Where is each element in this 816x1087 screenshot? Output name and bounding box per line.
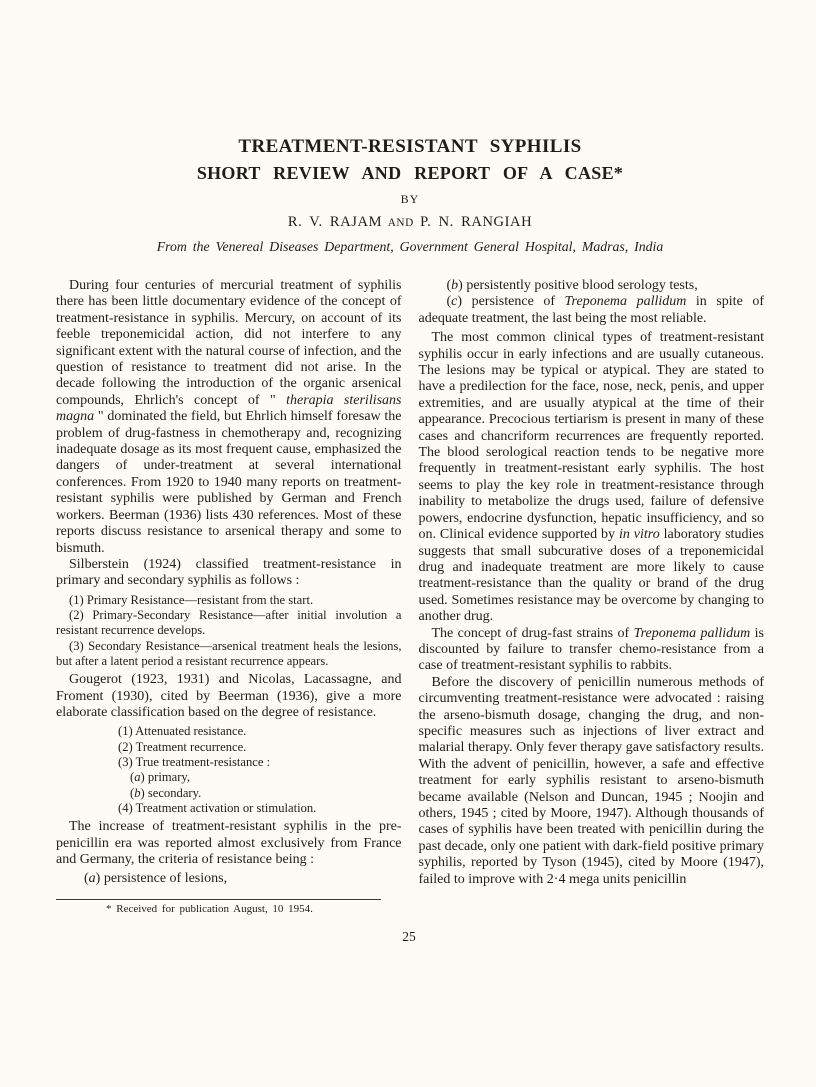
text-segment: in vitro xyxy=(618,527,660,543)
text-segment: During four centuries of mercurial treatment of syphilis there has been little documentary evidence of the concept of treatment-resistance in syphilis. Mercury, on account of its feeble treponemicidal action, did not interfere to any significant extent with the natural course of infection, and the question of resistance to treatment did not arise. In the decade following the introduction of the organic arsenical compounds, Ehrlich's concept of " xyxy=(56,278,402,408)
page-number: 25 xyxy=(402,928,416,944)
paragraph xyxy=(118,755,402,770)
text-segment: (3) Secondary Resistance—arsenical treatment heals the lesions, but after a latent period a resistant recurrence appears. xyxy=(56,638,402,668)
paper-title: TREATMENT-RESISTANT SYPHILIS xyxy=(238,136,582,157)
paragraph xyxy=(56,819,402,868)
footnote xyxy=(56,899,381,916)
paragraph xyxy=(118,801,402,816)
text-segment: in spite of adequate treatment, the last being the most reliable. xyxy=(418,294,764,326)
paragraph xyxy=(118,724,402,739)
paragraph xyxy=(56,639,402,670)
paragraph xyxy=(56,557,402,590)
text-segment: a xyxy=(134,770,141,785)
text-segment: (4) Treatment activation or stimulation. xyxy=(118,800,317,815)
page-footer xyxy=(56,928,762,946)
text-segment: " dominated the field, but Ehrlich himself foresaw the problem of drug-fastness in chemotherapy and, recognizing inadequate dosage as its most frequent cause, emphasized the dangers of under-treatment at several international conferences. From 1920 to 1940 many reports on treatment-resistant syphilis were published by German and French workers. Beerman (1936) lists 430 references. Most of these reports discuss resistance to arsenical therapy and some to bismuth. xyxy=(56,409,402,556)
text-segment: Silberstein (1924) classified treatment-resistance in primary and secondary syphilis as follows : xyxy=(56,556,402,589)
text-segment: Treponema pallidum xyxy=(564,294,687,310)
text-segment: ( xyxy=(446,278,452,293)
paragraph xyxy=(118,740,402,755)
text-segment: (1) Primary Resistance—resistant from the start. xyxy=(69,592,314,607)
affiliation-line: From the Venereal Diseases Department, Government General Hospital, Madras, India xyxy=(156,239,664,254)
text-segment: ) persistence of lesions, xyxy=(95,871,228,887)
text-segment: Treponema pallidum xyxy=(633,625,751,641)
paper-subtitle: SHORT REVIEW AND REPORT OF A CASE* xyxy=(196,163,624,183)
text-segment: The concept of drug-fast strains of xyxy=(431,625,634,641)
paragraph xyxy=(130,770,402,785)
text-segment: b xyxy=(134,785,141,800)
paragraph xyxy=(56,608,402,639)
text-segment: R. V. RAJAM xyxy=(287,214,383,230)
paragraph xyxy=(56,278,402,557)
text-segment: ) persistently positive blood serology tests, xyxy=(458,278,698,293)
paragraph xyxy=(56,593,402,608)
paragraph xyxy=(419,675,765,888)
text-segment: ) primary, xyxy=(140,770,191,785)
text-segment: Before the discovery of penicillin numerous methods of circumventing treatment-resistance were advocated : raising the arseno-bismuth dosage, changing the drug, and non-specific measures such as injections of liver extract and malarial therapy. Only fever therapy gave satisfactory results. With the advent of penicillin, however, a safe and effective treatment for early syphilis resistant to arseno-bismuth became available (Nelson and Duncan, 1945 ; Noojin and others, 1945 ; cited by Moore, 1947). Although thousands of cases of syphilis have been treated with penicillin during the past decade, only one patient with dark-field positive primary syphilis, reported by Tyson (1945), cited by Moore (1947), failed to improve with 2·4 mega units penicillin xyxy=(418,674,764,887)
paragraph xyxy=(56,871,402,887)
text-segment: is discounted by failure to transfer chemo-resistance from a case of treatment-resistant syphilis to rabbits. xyxy=(418,625,764,674)
text-segment: a xyxy=(88,871,96,887)
text-segment: (2) Treatment recurrence. xyxy=(118,739,247,754)
text-segment: (3) True treatment-resistance : xyxy=(118,755,271,770)
text-segment: laboratory studies suggests that small subcurative doses of a treponemicidal drug and inadequate treatment are more likely to cause treatment-resistance than the quality or brand of the drug used. Sometimes resistance may be overcome by changing to another drug. xyxy=(418,527,764,625)
text-segment: AND xyxy=(382,217,421,229)
footnote-text: * Received for publication August, 10 1954. xyxy=(106,902,313,915)
text-segment: ( xyxy=(84,871,89,887)
text-segment: P. N. RANGIAH xyxy=(420,214,533,230)
text-segment: c xyxy=(451,294,458,310)
right-column-paragraphs xyxy=(419,278,765,888)
text-segment: ( xyxy=(130,785,135,800)
left-column-paragraphs xyxy=(56,278,402,888)
paragraph xyxy=(419,278,765,294)
paragraph xyxy=(130,786,402,801)
text-segment: (2) Primary-Secondary Resistance—after initial involution a resistant recurrence develops. xyxy=(56,608,402,638)
paper-header xyxy=(56,136,764,255)
text-segment: (1) Attenuated resistance. xyxy=(118,724,247,739)
text-segment: Gougerot (1923, 1931) and Nicolas, Lacassagne, and Froment (1930), cited by Beerman (1936), give a more elaborate classification based on the degree of resistance. xyxy=(56,672,402,721)
left-column xyxy=(56,278,402,916)
text-segment: The increase of treatment-resistant syphilis in the pre-penicillin era was reported almost exclusively from France and Germany, the criteria of resistance being : xyxy=(56,819,402,868)
two-column-body xyxy=(56,278,764,916)
right-column xyxy=(419,278,765,916)
paragraph xyxy=(419,330,765,625)
paragraph xyxy=(419,626,765,675)
by-label: BY xyxy=(400,192,420,206)
authors-line xyxy=(56,214,764,231)
paragraph xyxy=(419,294,765,327)
text-segment: ( xyxy=(446,294,452,310)
text-segment: ) persistence of xyxy=(457,294,565,310)
text-segment: b xyxy=(451,278,459,293)
text-segment: ) secondary. xyxy=(140,785,202,800)
text-segment: ( xyxy=(130,770,135,785)
text-segment: therapia sterilisans magna xyxy=(56,392,402,425)
paragraph xyxy=(56,672,402,721)
text-segment: The most common clinical types of treatment-resistant syphilis occur in early infections and are usually cutaneous. The lesions may be typical or atypical. They are stated to have a predilection for the face, nose, neck, penis, and upper extremities, and are usually atypical at the time of their appearance. Precocious tertiarism is present in many of these cases and chancriform recurrences are frequently reported. The blood serological reaction tends to be negative more frequently in treatment-resistant early syphilis. The host seems to play the key role in treatment-resistance through inability to metabolize the drugs used, failure of defensive powers, endocrine dysfunction, hepatic insufficiency, and so on. Clinical evidence supported by xyxy=(418,330,764,543)
